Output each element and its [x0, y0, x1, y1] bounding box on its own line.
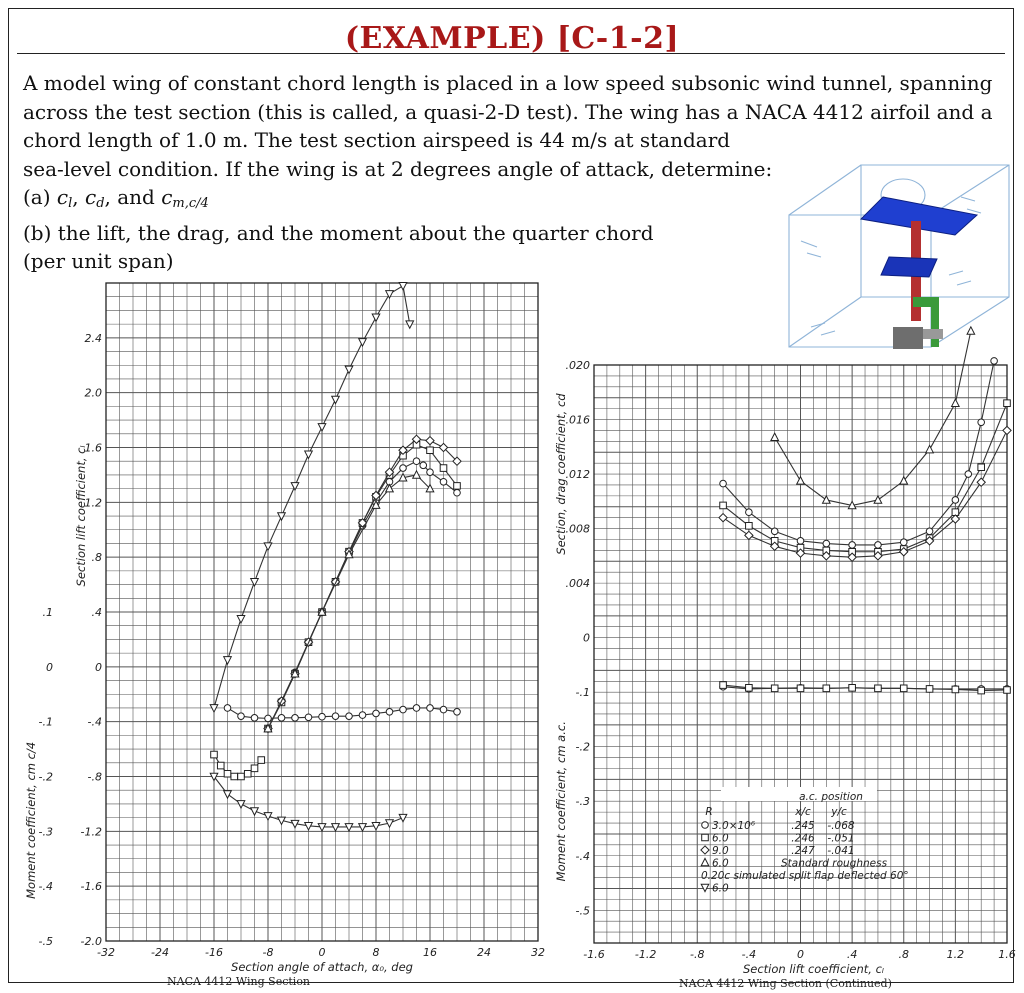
legend — [701, 787, 909, 895]
turntable-shape — [881, 257, 937, 277]
series-5-point-4 — [278, 715, 285, 722]
series-2-point-11 — [1003, 426, 1011, 434]
x-axis-title: Section lift coefficient, cₗ — [742, 962, 884, 976]
cm-symbol: c — [161, 185, 173, 209]
cm-tick-label: -.5 — [38, 935, 53, 948]
series-4-point-2 — [237, 616, 245, 623]
legend-col-x: x/c — [795, 806, 811, 818]
x-tick-label: 0 — [318, 946, 326, 959]
cm-tick-label: -.5 — [575, 904, 590, 918]
series-3-point-4 — [874, 496, 882, 503]
cm-tick-label: -.4 — [575, 849, 590, 863]
series-0-point-7 — [900, 539, 907, 546]
series-4-point-9 — [332, 396, 340, 403]
series-0-point-11 — [978, 419, 985, 426]
legend-col-y: y/c — [831, 806, 847, 818]
series-3-cd-line — [775, 331, 971, 505]
series-0-point-9 — [952, 497, 959, 504]
cm-tick-label: -.4 — [38, 880, 53, 894]
series-2-point-12 — [426, 437, 434, 445]
cd-tick-label: .016 — [565, 413, 590, 427]
series-0-point-8 — [926, 528, 933, 535]
cl-tick-label: -1.6 — [80, 880, 102, 894]
series-6-point-1 — [224, 791, 232, 798]
legend-row-1-marker — [702, 834, 709, 841]
series-3-point-7 — [952, 399, 960, 406]
series-0-point-11 — [413, 458, 420, 465]
legend-row-2-y: -.041 — [827, 845, 855, 857]
x-tick-label: 32 — [531, 946, 545, 959]
series-0-point-15 — [454, 489, 461, 496]
cm-tick-label: -.1 — [38, 715, 53, 729]
series-7-point-0 — [211, 751, 218, 758]
series-3-point-1 — [797, 477, 805, 484]
series-2-point-1 — [745, 531, 753, 539]
problem-line-3: chord length of 1.0 m. The test section airspeed is 44 m/s at standard — [23, 128, 731, 152]
series-6-point-14 — [399, 814, 407, 821]
cm-tick-label: -.3 — [575, 795, 590, 809]
series-5-point-3 — [797, 685, 804, 692]
series-4-point-15 — [406, 321, 414, 328]
series-4-point-7 — [305, 451, 313, 458]
cl-axis-title: Section lift coefficient, cₗ — [74, 445, 88, 587]
series-5-point-8 — [332, 713, 339, 720]
cm-tick-label: -.2 — [38, 770, 53, 784]
series-4-point-5 — [278, 513, 286, 520]
wind-tunnel-wing-model-icon — [781, 157, 1017, 357]
series-4-point-11 — [359, 339, 367, 346]
chart-caption: NACA 4412 Wing Section — [167, 975, 311, 988]
series-0-point-4 — [823, 540, 830, 547]
cl-tick-label: -1.2 — [80, 825, 102, 839]
series-4-point-1 — [224, 657, 232, 664]
series-7-point-1 — [217, 762, 224, 769]
series-5-point-9 — [952, 686, 959, 693]
cl-tick-label: -2.0 — [80, 935, 102, 948]
series-5-point-8 — [926, 686, 933, 693]
cd-axis-title: Section, drag coefficient, cd — [554, 393, 568, 555]
series-4-point-4 — [264, 543, 272, 550]
series-0-point-2 — [771, 528, 778, 535]
x-tick-label: -8 — [262, 946, 274, 959]
series-0-point-5 — [849, 542, 856, 549]
series-1-point-1 — [746, 523, 753, 530]
x-tick-label: 24 — [477, 946, 491, 959]
x-tick-label: -.4 — [741, 948, 757, 961]
legend-row-0-r: 3.0×10⁶ — [712, 820, 756, 832]
problem-line-2: across the test section (this is called, a quasi-2-D test). The wing has a NACA 4412 airfoil and a — [23, 99, 993, 124]
series-5-point-6 — [875, 685, 882, 692]
problem-part-b: (b) the lift, the drag, and the moment about the quarter chord — [23, 220, 654, 245]
problem-line-1: A model wing of constant chord length is placed in a low speed subsonic wind tunnel, spanning — [23, 71, 993, 95]
series-5-point-13 — [400, 706, 407, 713]
series-5-point-7 — [319, 713, 326, 720]
cm-tick-label: 0 — [46, 660, 53, 674]
series-5-point-15 — [427, 705, 434, 712]
series-7-point-2 — [224, 770, 231, 777]
series-5-cm-line — [228, 708, 458, 718]
series-4-point-8 — [318, 424, 326, 431]
series-5-point-17 — [454, 708, 461, 715]
legend-row-0-x: .245 — [791, 820, 815, 832]
x-tick-label: -16 — [205, 946, 223, 959]
series-7-point-7 — [258, 757, 265, 764]
series-0-point-1 — [746, 509, 753, 516]
series-0-point-10 — [965, 471, 972, 478]
legend-row-2-r: 9.0 — [712, 845, 729, 857]
series-3-point-7 — [413, 471, 421, 478]
legend-last-r: 6.0 — [712, 882, 729, 895]
series-4-point-10 — [345, 366, 353, 373]
series-0-point-6 — [875, 542, 882, 549]
part-a-prefix: (a) — [23, 185, 57, 209]
legend-row-0-y: -.068 — [827, 820, 855, 832]
cl-tick-label: 1.6 — [84, 441, 102, 455]
series-5-point-10 — [359, 712, 366, 719]
cm-tick-label: .1 — [42, 606, 53, 619]
comma-1: , — [72, 185, 85, 209]
x-tick-label: 0 — [797, 948, 804, 961]
x-tick-label: -24 — [151, 946, 169, 959]
cm-tick-label: -.2 — [575, 740, 590, 754]
series-3-point-0 — [771, 433, 779, 440]
legend-row-2-x: .247 — [791, 845, 815, 857]
series-5-point-0 — [224, 705, 231, 712]
x-tick-label: 16 — [423, 946, 437, 959]
cd-tick-label: .020 — [565, 359, 590, 372]
series-5-point-12 — [386, 708, 393, 715]
cl-tick-label: .4 — [91, 606, 102, 619]
series-0-point-3 — [797, 538, 804, 545]
series-1-point-10 — [978, 464, 985, 471]
series-5-point-11 — [1004, 687, 1011, 694]
series-5-point-6 — [305, 714, 312, 721]
series-5-point-1 — [238, 713, 245, 720]
legend-row-3-marker — [701, 858, 709, 865]
cl-tick-label: 1.2 — [84, 496, 102, 510]
series-5-point-16 — [440, 706, 447, 713]
x-tick-label: 1.2 — [946, 948, 965, 961]
legend-row-1-r: 6.0 — [712, 832, 729, 845]
drag-moment-chart — [549, 359, 1016, 990]
problem-part-c: (per unit span) — [23, 249, 174, 273]
x-tick-label: -.8 — [690, 948, 705, 961]
series-5-point-4 — [823, 685, 830, 692]
cl-symbol: c — [56, 185, 69, 209]
series-3-point-2 — [823, 496, 831, 503]
legend-row-0-marker — [702, 822, 709, 829]
series-5-point-1 — [746, 685, 753, 692]
x-axis-title: Section angle of attach, α₀, deg — [231, 960, 413, 974]
series-5-point-10 — [978, 687, 985, 694]
series-7-point-6 — [251, 765, 258, 772]
cd-tick-label: .008 — [565, 522, 590, 536]
legend-col-r: R — [705, 806, 713, 818]
series-0-point-13 — [427, 469, 434, 476]
legend-row-1-y: -.051 — [827, 832, 855, 845]
series-0-point-12 — [991, 358, 998, 365]
legend-header: a.c. position — [799, 791, 863, 803]
cd-tick-label: 0 — [583, 631, 590, 645]
cd-tick-label: .012 — [565, 468, 590, 482]
series-0-point-14 — [440, 478, 447, 485]
x-tick-label: .8 — [898, 948, 909, 961]
title-divider — [17, 53, 1005, 54]
cl-tick-label: .8 — [91, 551, 102, 565]
cm-subscript: m,c/4 — [172, 196, 209, 211]
lift-moment-chart — [17, 277, 547, 988]
series-7-point-5 — [244, 770, 251, 777]
series-2-point-0 — [719, 514, 727, 522]
cm-axis-title: Moment coefficient, cm a.c. — [554, 721, 568, 882]
series-4-point-14 — [399, 282, 407, 289]
series-1-point-0 — [720, 502, 727, 509]
series-4-point-0 — [210, 705, 218, 712]
cd-tick-label: .004 — [565, 577, 590, 591]
series-0-point-0 — [720, 480, 727, 487]
legend-row-1-x: .246 — [791, 832, 815, 845]
legend-row-2-marker — [701, 846, 709, 854]
legend-row-3-note: Standard roughness — [781, 857, 888, 870]
legend-flap-note: 0.20c simulated split flap deflected 60° — [701, 870, 909, 882]
series-1-point-13 — [440, 465, 447, 472]
legend-row-3-r: 6.0 — [712, 857, 729, 870]
problem-line-4: sea-level condition. If the wing is at 2 degrees angle of attack, determine: — [23, 156, 773, 181]
chart-caption: NACA 4412 Wing Section (Continued) — [679, 977, 892, 990]
x-tick-label: .4 — [846, 948, 858, 961]
series-5-point-3 — [265, 715, 272, 722]
series-3-point-6 — [926, 445, 934, 452]
x-tick-label: 8 — [372, 946, 380, 959]
legend-last-marker — [701, 884, 709, 891]
series-0-point-12 — [420, 462, 427, 469]
cl-tick-label: 0 — [95, 660, 102, 674]
series-5-point-9 — [346, 713, 353, 720]
series-5-point-2 — [771, 685, 778, 692]
example-page — [8, 8, 1016, 990]
series-5-point-11 — [373, 710, 380, 717]
series-5-point-5 — [292, 715, 299, 722]
x-tick-label: -32 — [97, 946, 115, 959]
series-1-point-12 — [427, 447, 434, 454]
x-tick-label: 1.6 — [998, 948, 1016, 961]
cd-subscript: d — [96, 196, 105, 211]
lift-chart-labels — [24, 332, 545, 988]
series-7-point-3 — [231, 773, 238, 780]
series-7-point-4 — [238, 773, 245, 780]
page-title: (EXAMPLE) [C-1-2] — [344, 21, 680, 56]
cl-subscript: l — [68, 196, 73, 211]
balance-base-shape — [893, 327, 923, 349]
series-6-point-2 — [237, 801, 245, 808]
x-tick-label: -1.6 — [583, 948, 605, 961]
cm-axis-title: Moment coefficient, cm c/4 — [24, 741, 38, 899]
series-5-point-5 — [849, 685, 856, 692]
series-0-point-10 — [400, 465, 407, 472]
series-5-point-7 — [900, 685, 907, 692]
cd-symbol: c — [84, 185, 97, 209]
series-1-point-14 — [454, 483, 461, 490]
x-tick-label: -1.2 — [634, 948, 657, 961]
cl-tick-label: -.8 — [87, 770, 102, 784]
series-1-point-11 — [1004, 400, 1011, 407]
series-5-point-0 — [720, 682, 727, 689]
cm-tick-label: -.3 — [38, 825, 53, 839]
series-5-point-14 — [413, 705, 420, 712]
cl-tick-label: -.4 — [87, 715, 102, 729]
balance-arm-shape — [913, 297, 939, 307]
cl-tick-label: 2.4 — [84, 331, 102, 345]
series-4-point-12 — [372, 314, 380, 321]
cl-tick-label: 2.0 — [84, 386, 102, 400]
and-text: , and — [104, 185, 162, 209]
series-5-point-2 — [251, 715, 258, 722]
cm-tick-label: -.1 — [575, 686, 590, 700]
